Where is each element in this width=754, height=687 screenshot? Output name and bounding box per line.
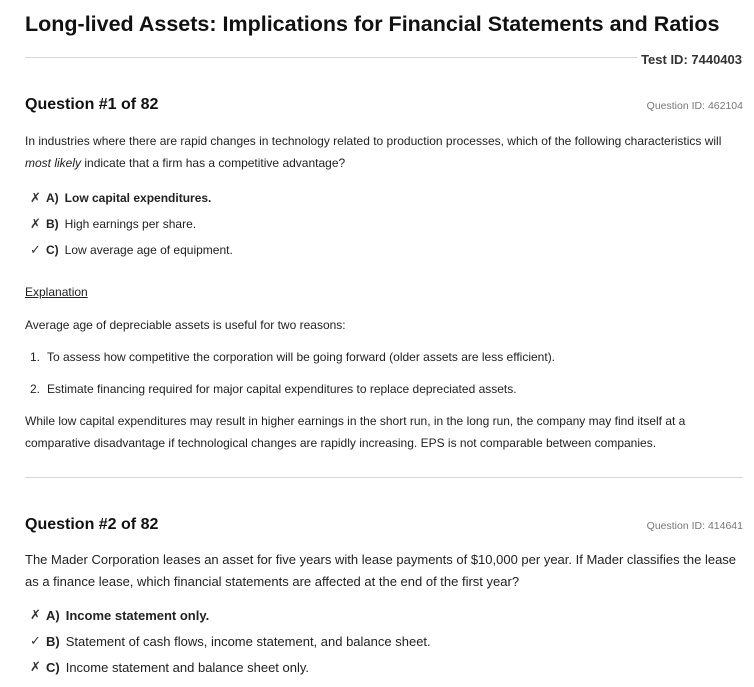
list-item-text: Estimate financing required for major capital expenditures to replace depreciated assets. — [47, 382, 517, 396]
choice-text: Income statement only. — [65, 607, 210, 623]
question-1-choice-b[interactable] — [30, 211, 730, 237]
explanation-conclusion: While low capital expenditures may result in higher earnings in the short run, in the long run, the company may find itself at a comparative disadvantage if technological changes are rapidly increasing. EPS is not comparable between companies. — [25, 414, 686, 450]
choice-letter: A) — [46, 607, 60, 623]
incorrect-x-icon: ✗ — [30, 659, 41, 674]
question-1-text-emphasis: most likely — [25, 156, 82, 170]
list-number: 1. — [30, 350, 41, 364]
question-divider — [25, 477, 743, 478]
question-2-header — [25, 516, 743, 534]
question-2-choice-a[interactable] — [30, 602, 730, 628]
choice-text: Statement of cash flows, income statement, and balance sheet. — [65, 633, 431, 649]
explanation-reason-2 — [30, 373, 730, 405]
explanation-link[interactable]: Explanation — [25, 285, 88, 299]
explanation-reason-1 — [30, 341, 730, 373]
question-2-text: The Mader Corporation leases an asset for five years with lease payments of $10,000 per year. If Mader classifies the lease as a finance lease, which financial statements are affected at the end of the first year? — [25, 552, 737, 589]
question-1-choice-a[interactable] — [30, 185, 730, 211]
question-2-id: Question ID: 414641 — [646, 520, 743, 532]
question-1-text — [25, 130, 743, 174]
question-1-choices — [30, 185, 730, 263]
question-1-text-part2: indicate that a firm has a competitive advantage? — [81, 156, 346, 170]
question-2-choice-c[interactable] — [30, 654, 730, 680]
explanation-reasons-list — [30, 341, 730, 405]
choice-text: Low capital expenditures. — [64, 191, 212, 205]
choice-letter: C) — [46, 243, 59, 257]
choice-letter: B) — [46, 633, 60, 649]
question-1-title: Question #1 of 82 — [25, 96, 159, 113]
question-2-choices — [30, 602, 730, 680]
question-1-choice-c[interactable] — [30, 237, 730, 263]
choice-letter: A) — [46, 191, 59, 205]
test-id: Test ID: 7440403 — [637, 52, 742, 67]
correct-check-icon: ✓ — [30, 242, 41, 257]
document-title: Long-lived Assets: Implications for Financial Statements and Ratios — [25, 12, 720, 36]
question-2-title: Question #2 of 82 — [25, 516, 159, 533]
choice-text: Low average age of equipment. — [64, 243, 233, 257]
question-2-choice-b[interactable] — [30, 628, 730, 654]
choice-text: Income statement and balance sheet only. — [65, 659, 310, 675]
incorrect-x-icon: ✗ — [30, 190, 41, 205]
incorrect-x-icon: ✗ — [30, 216, 41, 231]
choice-letter: B) — [46, 217, 59, 231]
choice-text: High earnings per share. — [64, 217, 197, 231]
question-1-text-part1: In industries where there are rapid changes in technology related to production processes, which of the following characteristics will — [25, 134, 722, 148]
explanation-intro: Average age of depreciable assets is useful for two reasons: — [25, 318, 346, 332]
title-divider — [25, 57, 743, 58]
list-number: 2. — [30, 382, 41, 396]
incorrect-x-icon: ✗ — [30, 607, 41, 622]
choice-letter: C) — [46, 659, 60, 675]
question-1-header — [25, 96, 743, 114]
list-item-text: To assess how competitive the corporation will be going forward (older assets are less efficient). — [47, 350, 556, 364]
correct-check-icon: ✓ — [30, 633, 41, 648]
question-1-id: Question ID: 462104 — [646, 100, 743, 112]
